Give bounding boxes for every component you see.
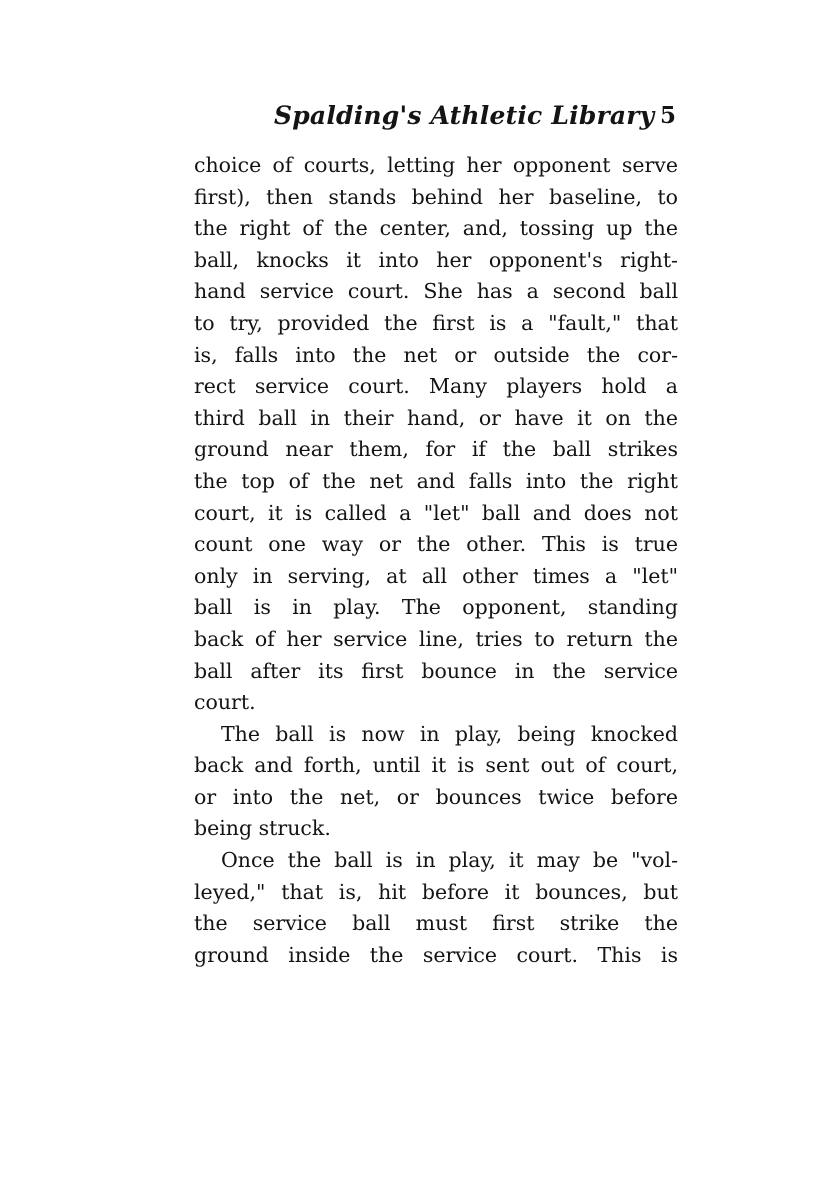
text-line: court, it is called a "let" ball and does not <box>194 500 678 525</box>
text-line: first), then stands behind her baseline, to <box>194 184 678 209</box>
text-line: is, falls into the net or outside the cor- <box>194 342 678 367</box>
text-line-paragraph-start: The ball is now in play, being knocked <box>221 721 678 746</box>
text-line: ground near them, for if the ball strikes <box>194 437 678 462</box>
text-line: ball is in play. The opponent, standing <box>194 595 678 620</box>
text-line: hand service court. She has a second ball <box>194 279 678 304</box>
text-line-paragraph-start: Once the ball is in play, it may be "vol- <box>221 848 678 873</box>
text-line: the top of the net and falls into the right <box>194 468 678 493</box>
text-line: count one way or the other. This is true <box>194 532 678 557</box>
text-line: the right of the center, and, tossing up the <box>194 216 678 241</box>
running-title: Spalding's Athletic Library <box>274 101 655 130</box>
text-line: only in serving, at all other times a "let" <box>194 563 678 588</box>
body-text <box>194 150 678 971</box>
text-line: choice of courts, letting her opponent serve <box>194 153 678 177</box>
text-line: rect service court. Many players hold a <box>194 374 678 399</box>
text-line: ball, knocks it into her opponent's right- <box>194 247 678 272</box>
text-line: leyed," that is, hit before it bounces, but <box>194 879 678 904</box>
text-line: being struck. <box>194 816 331 841</box>
text-line: back and forth, until it is sent out of court, <box>194 753 678 778</box>
text-line: ground inside the service court. This is <box>194 942 678 967</box>
text-line: court. <box>194 690 256 715</box>
text-line: ball after its first bounce in the service <box>194 658 678 683</box>
text-line: the service ball must first strike the <box>194 911 678 936</box>
text-line: back of her service line, tries to return the <box>194 626 678 651</box>
page-number: 5 <box>659 102 676 129</box>
text-line: third ball in their hand, or have it on the <box>194 405 678 430</box>
running-head <box>194 96 678 140</box>
text-line: to try, provided the first is a "fault," that <box>194 310 678 335</box>
text-line: or into the net, or bounces twice before <box>194 784 678 809</box>
